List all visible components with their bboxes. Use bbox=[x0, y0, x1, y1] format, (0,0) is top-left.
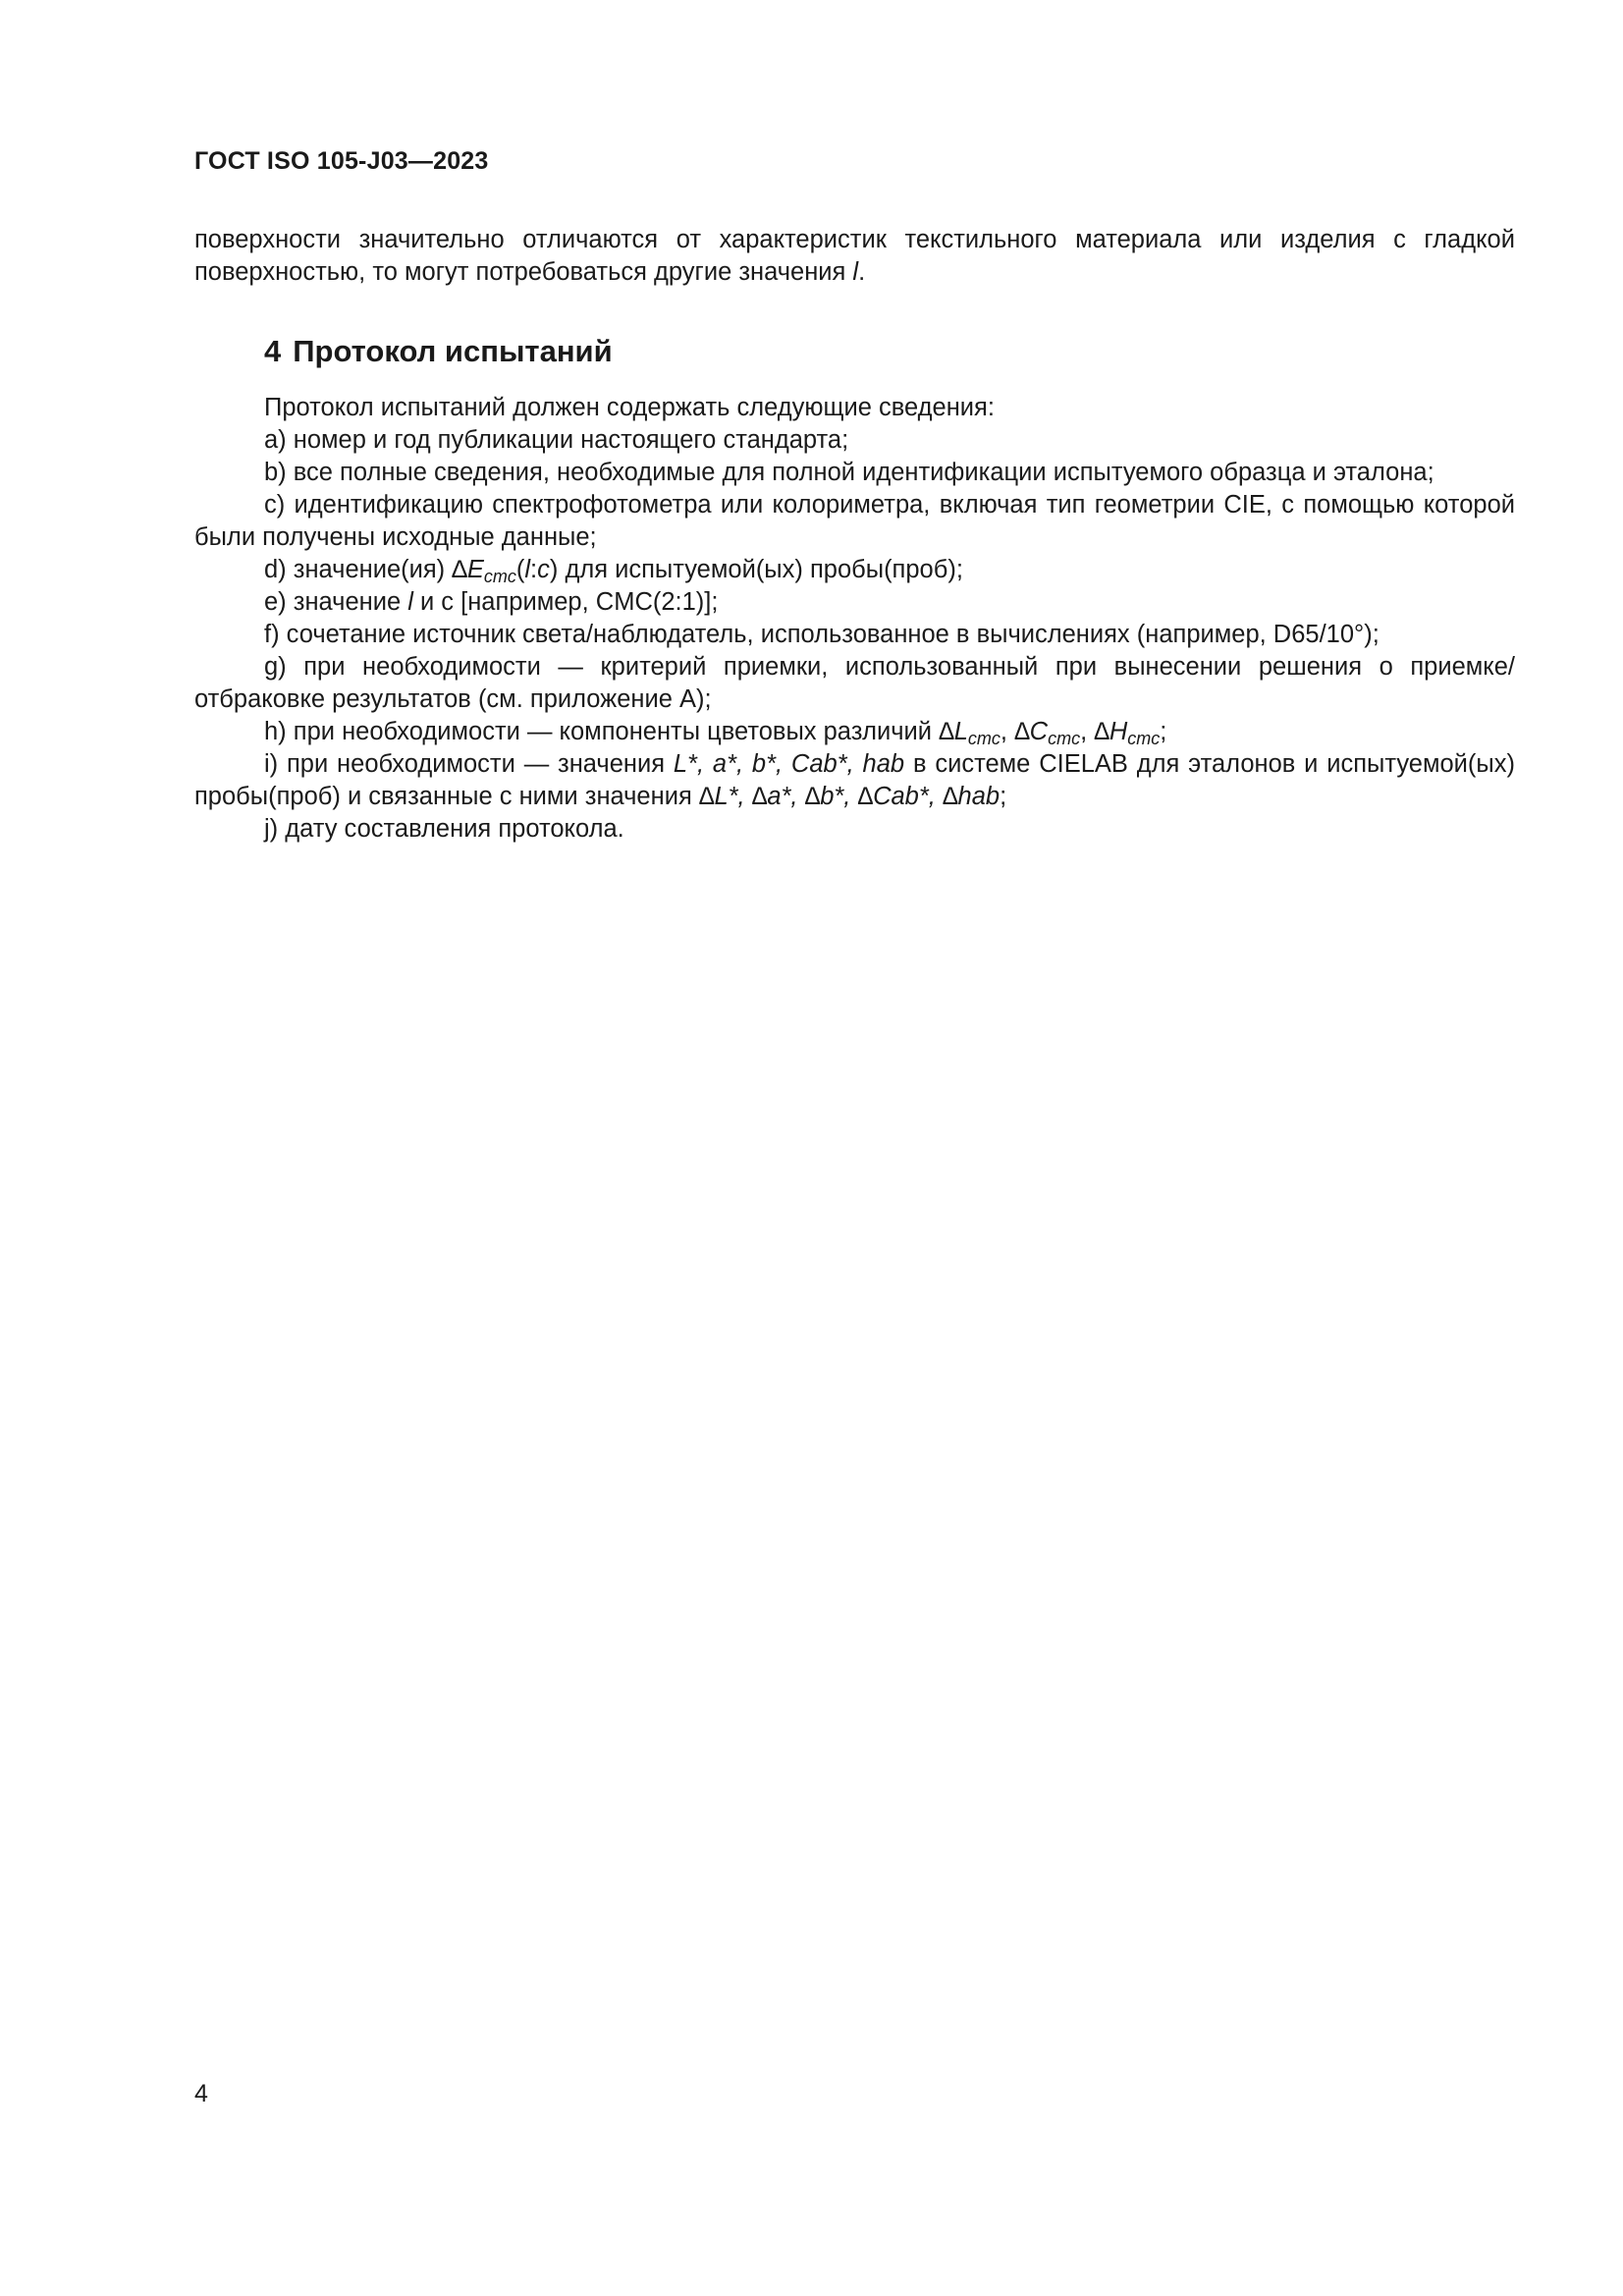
intro-text-before: поверхности значительно отличаются от характеристик текстильного материала или изделия с гладкой поверхностью, то могут потребоваться другие значения bbox=[194, 226, 1515, 286]
item-h-prefix: h) при необходимости — компоненты цветовых различий bbox=[264, 718, 940, 745]
item-h-sub1: cmc bbox=[967, 729, 1001, 748]
item-d-delta: ∆ bbox=[452, 556, 467, 583]
document-code-header: ГОСТ ISO 105-J03—2023 bbox=[194, 147, 489, 175]
item-h-sep2: , bbox=[1080, 718, 1095, 745]
intro-var-l: l bbox=[852, 258, 859, 286]
item-h-sub3: cmc bbox=[1127, 729, 1161, 748]
item-h-suffix: ; bbox=[1160, 718, 1167, 745]
list-item-g: g) при необходимости — критерий приемки, использованный при вынесении решения о приемке/отбраковке результатов (см. приложение A); bbox=[194, 653, 1515, 713]
list-lead: Протокол испытаний должен содержать следующие сведения: bbox=[264, 394, 995, 421]
item-e-prefix: e) значение bbox=[264, 588, 408, 616]
list-item-h bbox=[194, 716, 1515, 748]
item-i-middle: в системе CIELAB для эталонов и испытуемой(ых) пробы(проб) и связанные с ними значения bbox=[194, 750, 1515, 810]
item-d-paren: ( bbox=[515, 556, 525, 583]
list-item-d bbox=[194, 554, 1515, 586]
list-item-b: b) все полные сведения, необходимые для полной идентификации испытуемого образца и эталона; bbox=[264, 459, 1434, 486]
item-d-l: l bbox=[524, 556, 531, 583]
item-i-vars2: ∆L*, ∆a*, ∆b*, ∆Cab*, ∆hab bbox=[698, 783, 1001, 810]
item-e-l: l bbox=[407, 588, 413, 616]
item-i-prefix: i) при необходимости — значения bbox=[264, 750, 674, 778]
list-item-c: c) идентификацию спектрофотометра или колориметра, включая тип геометрии CIE, с помощью которой были получены исходные данные; bbox=[194, 491, 1515, 551]
item-h-dl: ∆L bbox=[939, 718, 968, 745]
item-i-suffix: ; bbox=[1000, 783, 1007, 810]
list-item-f: f) сочетание источник света/наблюдатель, использованное в вычислениях (например, D65/10°); bbox=[264, 621, 1380, 648]
list-item-a: a) номер и год публикации настоящего стандарта; bbox=[264, 426, 849, 454]
item-d-suffix: ) для испытуемой(ых) пробы(проб); bbox=[549, 556, 963, 583]
item-h-dc: ∆C bbox=[1014, 718, 1049, 745]
item-d-e: E bbox=[466, 556, 484, 583]
section-heading bbox=[264, 334, 613, 369]
section-title: Протокол испытаний bbox=[293, 334, 613, 368]
report-requirements-list bbox=[194, 392, 1515, 846]
item-d-sub: cmc bbox=[483, 567, 516, 586]
list-item-j: j) дату составления протокола. bbox=[264, 815, 624, 843]
item-d-prefix: d) значение(ия) bbox=[264, 556, 453, 583]
intro-text-after: . bbox=[858, 258, 866, 286]
list-item-e bbox=[194, 586, 1515, 619]
list-item-i bbox=[194, 748, 1515, 813]
page-number: 4 bbox=[194, 2080, 208, 2107]
item-d-c: c bbox=[537, 556, 550, 583]
item-i-vars1: L*, a*, b*, Cab*, hab bbox=[673, 750, 905, 778]
section-number: 4 bbox=[264, 334, 282, 368]
item-d-colon: : bbox=[530, 556, 538, 583]
item-e-suffix: и c [например, CMC(2:1)]; bbox=[412, 588, 719, 616]
intro-paragraph bbox=[194, 224, 1515, 289]
item-h-dh: ∆H bbox=[1094, 718, 1128, 745]
item-h-sub2: cmc bbox=[1048, 729, 1081, 748]
item-h-sep1: , bbox=[1000, 718, 1015, 745]
